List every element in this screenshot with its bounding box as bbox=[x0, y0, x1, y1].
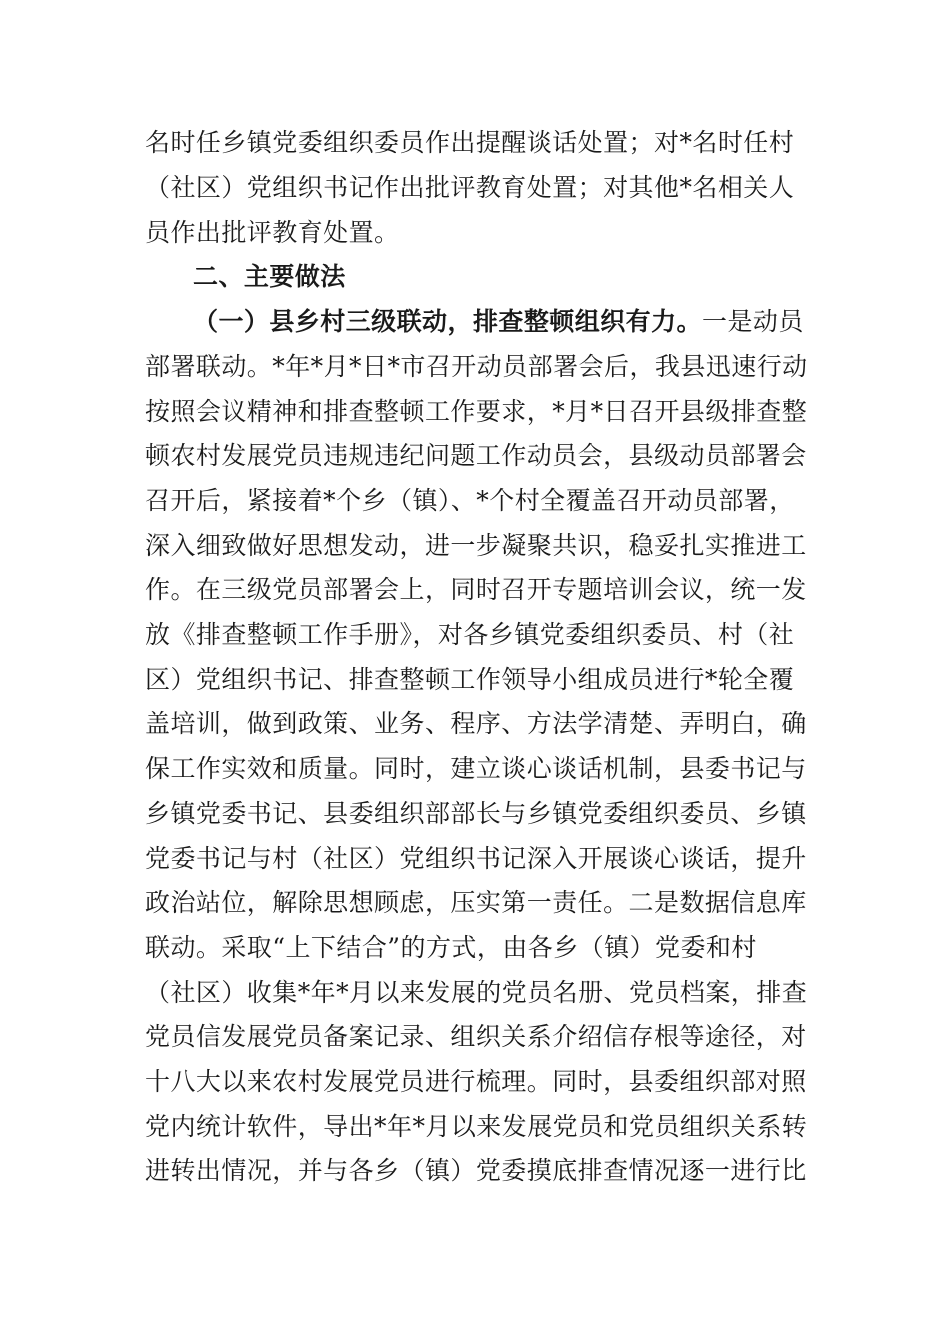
body-text-line: 放《排查整顿工作手册》，对各乡镇党委组织委员、村（社 bbox=[145, 620, 795, 649]
body-text-line: （社区）收集*年*月以来发展的党员名册、党员档案，排查 bbox=[145, 978, 808, 1007]
body-text-line: 党内统计软件，导出*年*月以来发展党员和党员组织关系转 bbox=[145, 1112, 808, 1141]
body-text-line: 顿农村发展党员违规违纪问题工作动员会，县级动员部署会 bbox=[145, 441, 807, 470]
subsection-heading: （一）县乡村三级联动，排查整顿组织有力。 bbox=[193, 307, 703, 336]
body-text-line: 党员信发展党员备案记录、组织关系介绍信存根等途径，对 bbox=[145, 1022, 807, 1051]
body-text-line: 召开后，紧接着*个乡（镇）、*个村全覆盖召开动员部署， bbox=[145, 486, 795, 515]
body-text-line: 盖培训，做到政策、业务、程序、方法学清楚、弄明白，确 bbox=[145, 709, 807, 738]
body-text-line: 名时任乡镇党委组织委员作出提醒谈话处置；对*名时任村 bbox=[145, 128, 795, 157]
body-text-line: （社区）党组织书记作出批评教育处置；对其他*名相关人 bbox=[145, 173, 795, 202]
body-text-line: 乡镇党委书记、县委组织部部长与乡镇党委组织委员、乡镇 bbox=[145, 799, 807, 828]
body-text-line: 区）党组织书记、排查整顿工作领导小组成员进行*轮全覆 bbox=[145, 665, 795, 694]
body-text-line: 政治站位，解除思想顾虑，压实第一责任。二是数据信息库 bbox=[145, 888, 807, 917]
body-text-line: 保工作实效和质量。同时，建立谈心谈话机制，县委书记与 bbox=[145, 754, 807, 783]
body-text-line: 员作出批评教育处置。 bbox=[145, 218, 400, 247]
body-text-line: 按照会议精神和排查整顿工作要求，*月*日召开县级排查整 bbox=[145, 397, 808, 426]
body-text-line: 进转出情况，并与各乡（镇）党委摸底排查情况逐一进行比 bbox=[145, 1156, 807, 1185]
section-heading: 二、主要做法 bbox=[193, 262, 346, 291]
subsection-line bbox=[193, 299, 810, 344]
body-text-line: 党委书记与村（社区）党组织书记深入开展谈心谈话，提升 bbox=[145, 844, 807, 873]
body-text-fragment: 一是动员 bbox=[702, 307, 804, 336]
body-text-line: 深入细致做好思想发动，进一步凝聚共识，稳妥扎实推进工 bbox=[145, 531, 807, 560]
body-text-line: 十八大以来农村发展党员进行梳理。同时，县委组织部对照 bbox=[145, 1067, 807, 1096]
body-text-line: 作。在三级党员部署会上，同时召开专题培训会议，统一发 bbox=[145, 575, 807, 604]
body-text-line: 部署联动。*年*月*日*市召开动员部署会后，我县迅速行动 bbox=[145, 352, 808, 381]
body-text-line: 联动。采取“上下结合”的方式，由各乡（镇）党委和村 bbox=[145, 933, 757, 962]
